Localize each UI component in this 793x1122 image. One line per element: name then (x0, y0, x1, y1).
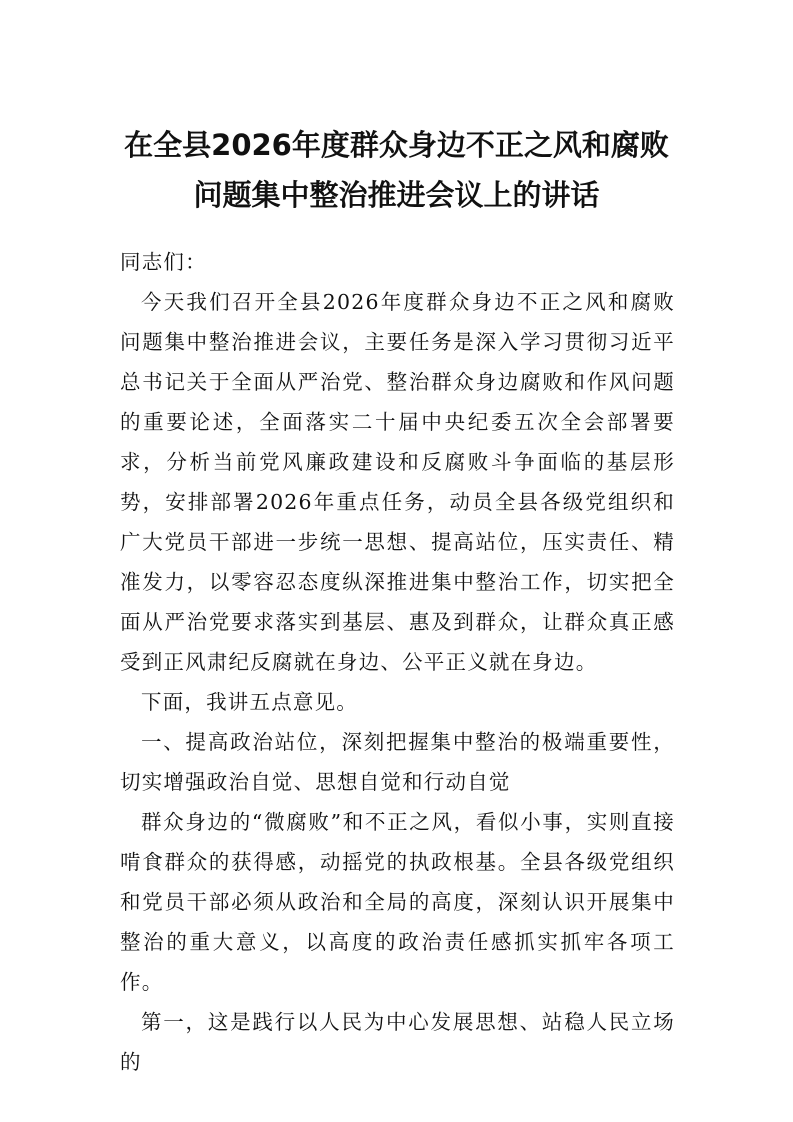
paragraph-section-1-intro: 群众身边的“微腐败”和不正之风，看似小事，实则直接啃食群众的获得感，动摇党的执政根基。全县各级党组织和党员干部必须从政治和全局的高度，深刻认识开展集中整治的重大意义，以高度的政治责任感抓实抓牢各项工作。 (120, 810, 675, 994)
paragraph-transition: 下面，我讲五点意见。 (141, 690, 358, 714)
document-title-line-1: 在全县2026年度群众身边不正之风和腐败 (124, 128, 669, 162)
document-title-line-2: 问题集中整治推进会议上的讲话 (193, 178, 600, 212)
paragraph-point-1: 第一，这是践行以人民为中心发展思想、站稳人民立场的 (120, 1010, 675, 1074)
section-heading-1: 一、提高政治站位，深刻把握集中整治的极端重要性，切实增强政治自觉、思想自觉和行动自觉 (120, 730, 675, 794)
salutation: 同志们： (120, 250, 207, 274)
paragraph-opening: 今天我们召开全县2026年度群众身边不正之风和腐败问题集中整治推进会议，主要任务是深入学习贯彻习近平总书记关于全面从严治党、整治群众身边腐败和作风问题的重要论述，全面落实二十届中央纪委五次全会部署要求，分析当前党风廉政建设和反腐败斗争面临的基层形势，安排部署2026年重点任务，动员全县各级党组织和广大党员干部进一步统一思想、提高站位，压实责任、精准发力，以零容忍态度纵深推进集中整治工作，切实把全面从严治党要求落实到基层、惠及到群众，让群众真正感受到正风肃纪反腐就在身边、公平正义就在身边。 (120, 290, 675, 674)
document-body (120, 242, 675, 1082)
